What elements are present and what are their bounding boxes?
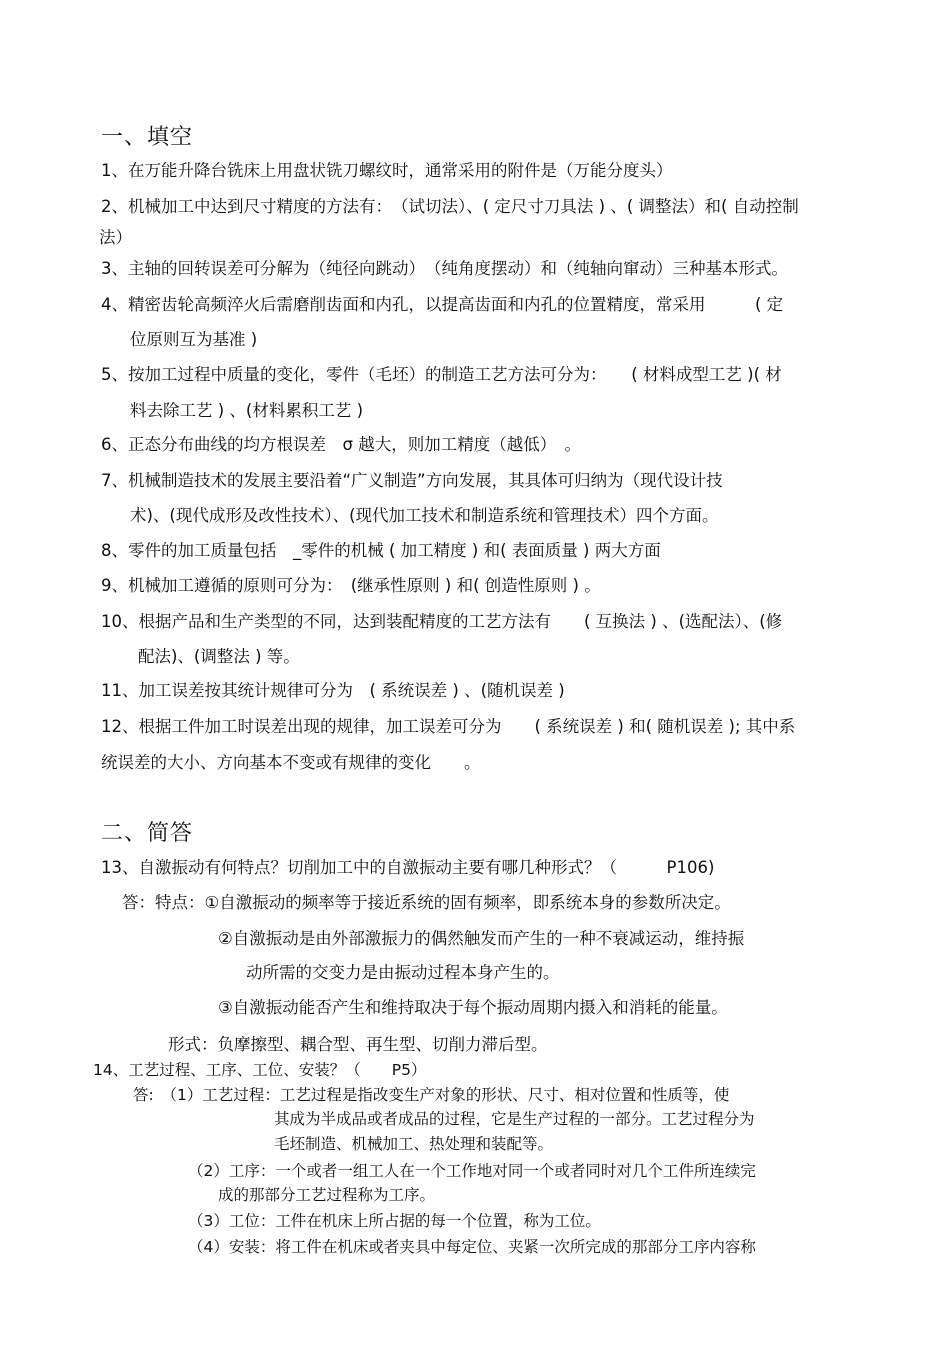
- question-line: 法）: [99, 228, 132, 247]
- question-line: 位原则互为基准 ): [130, 330, 258, 349]
- section-heading-short-answer: 二、简答: [101, 821, 194, 846]
- answer-line: 答：特点：①自激振动的频率等于接近系统的固有频率，即系统本身的参数所决定。: [122, 893, 731, 912]
- question-line: 料去除工艺 ) 、(材料累积工艺 ): [130, 401, 364, 420]
- answer-line: 答: （1）工艺过程：工艺过程是指改变生产对象的形状、尺寸、相对位置和性质等，使: [133, 1086, 730, 1104]
- question-line: 7、机械制造技术的发展主要沿着“广义制造”方向发展，其具体可归纳为（现代设计技: [101, 471, 723, 490]
- question-line: 配法)、(调整法 ) 等。: [138, 647, 300, 666]
- question-line: 1、在万能升降台铣床上用盘状铣刀螺纹时，通常采用的附件是（万能分度头）: [101, 161, 673, 180]
- question-line: 9、机械加工遵循的原则可分为： (继承性原则 ) 和( 创造性原则 ) 。: [101, 576, 601, 595]
- question-line: 8、零件的加工质量包括 _零件的机械 ( 加工精度 ) 和( 表面质量 ) 两大方面: [101, 541, 661, 560]
- answer-line: ②自激振动是由外部激振力的偶然触发而产生的一种不衰减运动，维持振: [218, 929, 745, 948]
- answer-line: （2）工序：一个或者一组工人在一个工作地对同一个或者同时对几个工件所连续完: [188, 1162, 756, 1180]
- answer-line: 毛坯制造、机械加工、热处理和装配等。: [274, 1135, 554, 1153]
- answer-line: （3）工位：工件在机床上所占据的每一个位置，称为工位。: [188, 1212, 601, 1230]
- question-line: 11、加工误差按其统计规律可分为 ( 系统误差 ) 、(随机误差 ): [101, 681, 565, 700]
- question-line: 2、机械加工中达到尺寸精度的方法有： （试切法）、( 定尺寸刀具法 ) 、( 调整法）和( 自动控制: [101, 197, 799, 216]
- answer-line: 形式：负摩擦型、耦合型、再生型、切削力滞后型。: [168, 1035, 548, 1054]
- question-line: 12、根据工件加工时误差出现的规律，加工误差可分为 ( 系统误差 ) 和( 随机误差 ); 其中系: [101, 717, 796, 736]
- question-line: 10、根据产品和生产类型的不同，达到装配精度的工艺方法有 ( 互换法 ) 、(选配法）、(修: [101, 612, 783, 631]
- question-line: 4、精密齿轮高频淬火后需磨削齿面和内孔，以提高齿面和内孔的位置精度，常采用 ( 定: [101, 295, 784, 314]
- question-line: 统误差的大小、方向基本不变或有规律的变化 。: [101, 753, 481, 772]
- answer-line: 动所需的交变力是由振动过程本身产生的。: [246, 963, 560, 982]
- answer-line: （4）安装：将工件在机床或者夹具中每定位、夹紧一次所完成的那部分工序内容称: [188, 1238, 756, 1256]
- question-line: 14、工艺过程、工序、工位、安装？（ P5）: [93, 1061, 427, 1079]
- question-line: 6、正态分布曲线的均方根误差 σ 越大，则加工精度（越低） 。: [101, 435, 581, 454]
- section-heading-fill-blank: 一、填空: [101, 125, 194, 150]
- question-line: 术)、(现代成形及改性技术）、(现代加工技术和制造系统和管理技术）四个方面。: [130, 506, 719, 525]
- answer-line: ③自激振动能否产生和维持取决于每个振动周期内摄入和消耗的能量。: [218, 998, 728, 1017]
- question-line: 5、按加工过程中质量的变化，零件（毛坯）的制造工艺方法可分为： ( 材料成型工艺 )( 材: [101, 365, 782, 384]
- answer-line: 成的那部分工艺过程称为工序。: [218, 1186, 436, 1204]
- question-line: 3、主轴的回转误差可分解为（纯径向跳动） （纯角度摆动）和（纯轴向窜动）三种基本形式。: [101, 259, 788, 278]
- question-line: 13、自激振动有何特点？切削加工中的自激振动主要有哪几种形式？（ P106): [101, 858, 715, 877]
- answer-line: 其成为半成品或者成品的过程，它是生产过程的一部分。工艺过程分为: [274, 1110, 755, 1128]
